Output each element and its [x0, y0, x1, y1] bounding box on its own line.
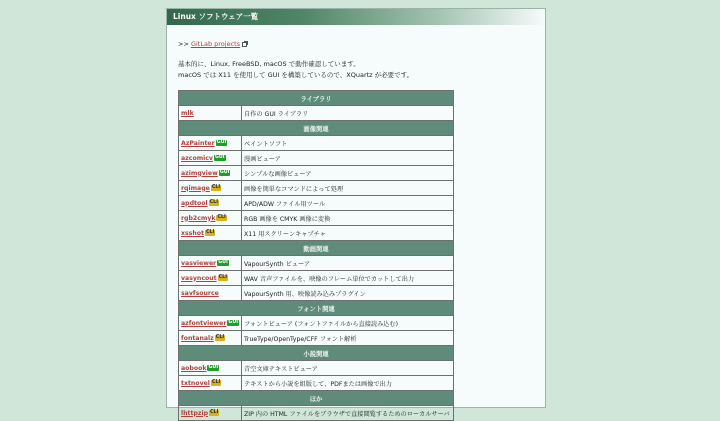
software-description: 自作の GUI ライブラリ: [242, 106, 454, 121]
software-description: TrueType/OpenType/CFF フォント解析: [242, 331, 454, 346]
software-name-cell: [179, 376, 242, 391]
software-description: VapourSynth ビューア: [242, 256, 454, 271]
software-name-cell: [179, 166, 242, 181]
software-link[interactable]: lhttpzip: [181, 409, 209, 417]
table-row: [179, 271, 454, 286]
software-link[interactable]: mlk: [181, 109, 194, 117]
software-link[interactable]: txtnovel: [181, 379, 210, 387]
gui-badge: GUI: [228, 319, 239, 325]
software-link[interactable]: fontanalz: [181, 334, 214, 342]
table-row: [179, 196, 454, 211]
section-title: 画像関連: [179, 121, 454, 136]
software-link[interactable]: aobook: [181, 364, 207, 372]
panel-title: Linux ソフトウェア一覧: [167, 9, 545, 25]
software-description: X11 用スクリーンキャプチャ: [242, 226, 454, 241]
section-title: ほか: [179, 391, 454, 406]
cli-badge: CLI: [211, 379, 221, 385]
cli-badge: CLI: [209, 199, 218, 205]
software-name-cell: [179, 226, 242, 241]
link-prefix: >>: [178, 40, 191, 48]
cli-badge: CLI: [205, 229, 215, 235]
table-row: [179, 406, 454, 421]
software-link[interactable]: rqimage: [181, 184, 210, 192]
cli-badge: CLI: [211, 184, 221, 190]
software-description: テキストから小説を組版して、PDFまたは画像で出力: [242, 376, 454, 391]
software-name-cell: [179, 136, 242, 151]
software-link[interactable]: apdtool: [181, 199, 208, 207]
table-row: [179, 181, 454, 196]
software-description: 画像を簡単なコマンドによって処理: [242, 181, 454, 196]
section-title: 小説関連: [179, 346, 454, 361]
software-name-cell: [179, 196, 242, 211]
cli-badge: CLI: [215, 334, 225, 340]
section-header-row: [179, 91, 454, 106]
table-row: [179, 286, 454, 301]
software-link[interactable]: rgb2cmyk: [181, 214, 216, 222]
software-description: WAV 音声ファイルを、映像のフレーム単位でカットして出力: [242, 271, 454, 286]
table-row: [179, 361, 454, 376]
table-row: [179, 376, 454, 391]
software-name-cell: [179, 256, 242, 271]
gui-badge: GUI: [218, 259, 228, 265]
software-link[interactable]: xsshot: [181, 229, 204, 237]
external-link-icon: [242, 42, 247, 47]
table-row: [179, 136, 454, 151]
software-link[interactable]: azfontviewer: [181, 319, 227, 327]
software-description: 青空文庫テキストビューア: [242, 361, 454, 376]
software-name-cell: [179, 106, 242, 121]
description-line-1: 基本的に、Linux, FreeBSD, macOS で動作確認しています。: [178, 60, 360, 68]
gui-badge: GUI: [216, 139, 227, 145]
software-link[interactable]: AzPainter: [181, 139, 215, 147]
software-name-cell: [179, 331, 242, 346]
software-panel: [166, 8, 546, 418]
software-description: RGB 画像を CMYK 画像に変換: [242, 211, 454, 226]
cli-badge: CLI: [210, 409, 219, 415]
software-description: ペイントソフト: [242, 136, 454, 151]
software-name-cell: [179, 406, 242, 421]
software-name-cell: [179, 286, 242, 301]
software-link[interactable]: azcomicv: [181, 154, 213, 162]
table-row: [179, 226, 454, 241]
software-link[interactable]: vasyncout: [181, 274, 217, 282]
section-header-row: [179, 391, 454, 406]
section-title: ライブラリ: [179, 91, 454, 106]
table-row: [179, 256, 454, 271]
table-row: [179, 106, 454, 121]
software-table: [178, 90, 454, 421]
software-name-cell: [179, 181, 242, 196]
section-header-row: [179, 346, 454, 361]
software-description: 漫画ビューア: [242, 151, 454, 166]
software-description: VapourSynth 用、映像読み込みプラグイン: [242, 286, 454, 301]
cli-badge: CLI: [218, 274, 227, 280]
software-description: APD/ADW ファイル用ツール: [242, 196, 454, 211]
software-link[interactable]: azimgview: [181, 169, 218, 177]
cli-badge: CLI: [217, 214, 226, 220]
section-title: 動画関連: [179, 241, 454, 256]
software-name-cell: [179, 361, 242, 376]
gui-badge: GUI: [219, 169, 230, 175]
software-description: ZIP 内の HTML ファイルをブラウザで直接閲覧するためのローカルサーバ: [242, 406, 454, 421]
table-row: [179, 331, 454, 346]
software-link[interactable]: vasviewer: [181, 259, 217, 267]
panel-content: [167, 40, 545, 421]
gitlab-link-line: [178, 40, 534, 49]
table-row: [179, 151, 454, 166]
gui-badge: GUI: [208, 364, 219, 370]
table-row: [179, 211, 454, 226]
section-title: フォント関連: [179, 301, 454, 316]
description: [178, 59, 534, 81]
table-row: [179, 316, 454, 331]
software-description: シンプルな画像ビューア: [242, 166, 454, 181]
gui-badge: GUI: [214, 154, 225, 160]
table-row: [179, 166, 454, 181]
software-link[interactable]: savfsource: [181, 289, 219, 297]
software-name-cell: [179, 271, 242, 286]
section-header-row: [179, 301, 454, 316]
section-header-row: [179, 121, 454, 136]
gitlab-projects-link[interactable]: GitLab projects: [190, 40, 241, 48]
software-description: フォントビューア (フォントファイルから直接読み込む): [242, 316, 454, 331]
description-line-2: macOS では X11 を使用して GUI を構築しているので、XQuartz が必要です。: [178, 71, 414, 79]
software-name-cell: [179, 211, 242, 226]
section-header-row: [179, 241, 454, 256]
software-name-cell: [179, 316, 242, 331]
software-name-cell: [179, 151, 242, 166]
